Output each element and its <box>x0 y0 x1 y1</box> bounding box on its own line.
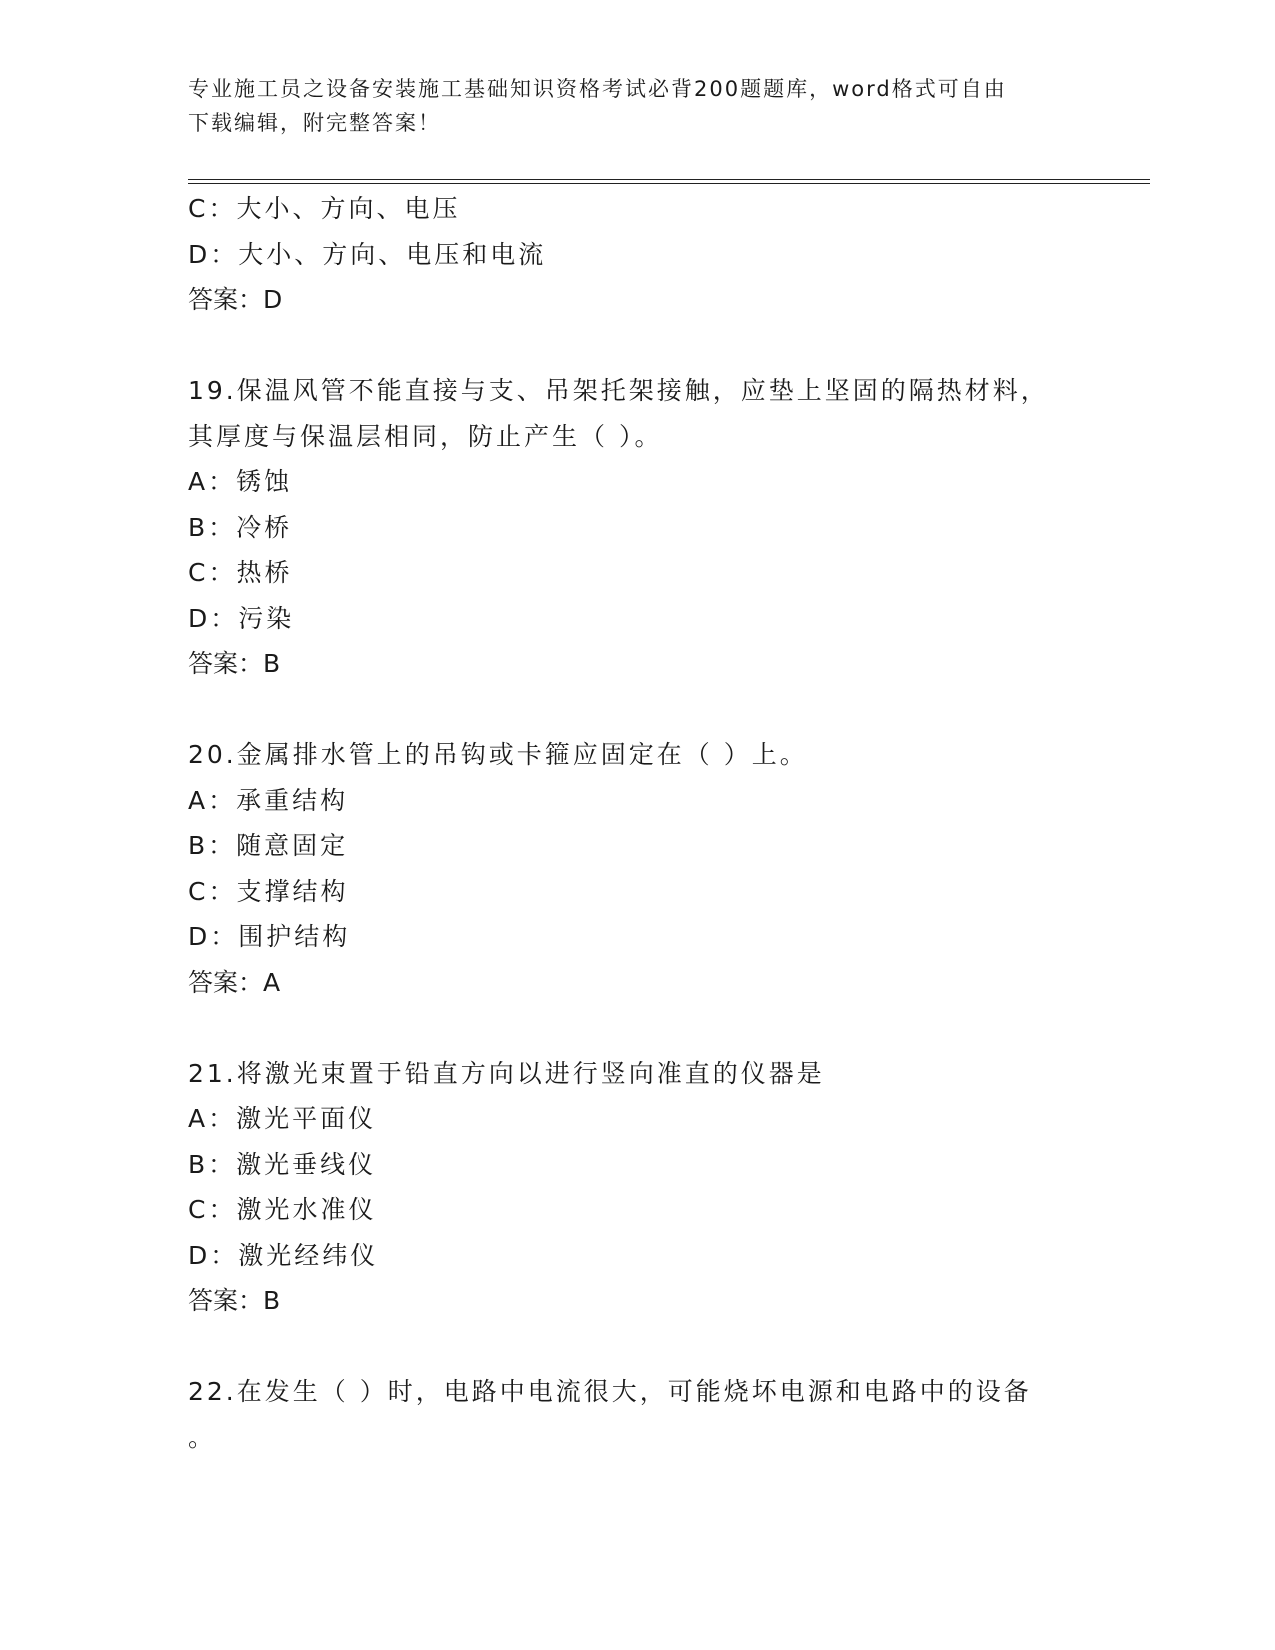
spacer <box>188 1324 1088 1370</box>
question-20 <box>188 732 1088 1005</box>
option: A：承重结构 <box>188 785 349 815</box>
option: D：污染 <box>188 603 295 633</box>
question-text: 22.在发生（ ）时，电路中电流很大，可能烧坏电源和电路中的设备 <box>188 1377 1032 1406</box>
question-22 <box>188 1369 1088 1460</box>
option: D：激光经纬仪 <box>188 1240 379 1270</box>
header-rule-top <box>188 179 1150 180</box>
option: A：锈蚀 <box>188 467 293 496</box>
option: D：大小、方向、电压和电流 <box>188 239 547 269</box>
option: B：随意固定 <box>188 831 349 860</box>
question-text: 其厚度与保温层相同，防止产生（ ）。 <box>188 421 663 451</box>
question-text: 20.金属排水管上的吊钩或卡箍应固定在（ ）上。 <box>188 740 808 769</box>
question-text: 19.保温风管不能直接与支、吊架托架接触，应垫上坚固的隔热材料， <box>188 376 1049 405</box>
document-body <box>188 186 1088 1460</box>
question-text: 21.将激光束置于铅直方向以进行竖向准直的仪器是 <box>188 1058 825 1088</box>
answer: 答案：A <box>188 967 281 997</box>
spacer <box>188 687 1088 733</box>
header-rule-bottom <box>188 183 1150 184</box>
option: C：热桥 <box>188 558 293 587</box>
answer: 答案：B <box>188 649 281 678</box>
option: C：激光水准仪 <box>188 1195 377 1224</box>
answer: 答案：D <box>188 285 283 314</box>
option: D：围护结构 <box>188 922 351 951</box>
option: C：支撑结构 <box>188 876 349 906</box>
spacer <box>188 1005 1088 1051</box>
spacer <box>188 323 1088 369</box>
header-line-1: 专业施工员之设备安装施工基础知识资格考试必背200题题库，word格式可自由 <box>188 77 1007 101</box>
option: A：激光平面仪 <box>188 1104 377 1133</box>
question-text: 。 <box>188 1422 217 1452</box>
header-line-2: 下载编辑，附完整答案！ <box>188 111 441 135</box>
question-21 <box>188 1051 1088 1324</box>
option: B：激光垂线仪 <box>188 1149 377 1179</box>
option: C：大小、方向、电压 <box>188 194 461 223</box>
answer: 答案：B <box>188 1286 281 1315</box>
question-19 <box>188 368 1088 687</box>
option: B：冷桥 <box>188 512 293 542</box>
page-header <box>188 72 1068 140</box>
